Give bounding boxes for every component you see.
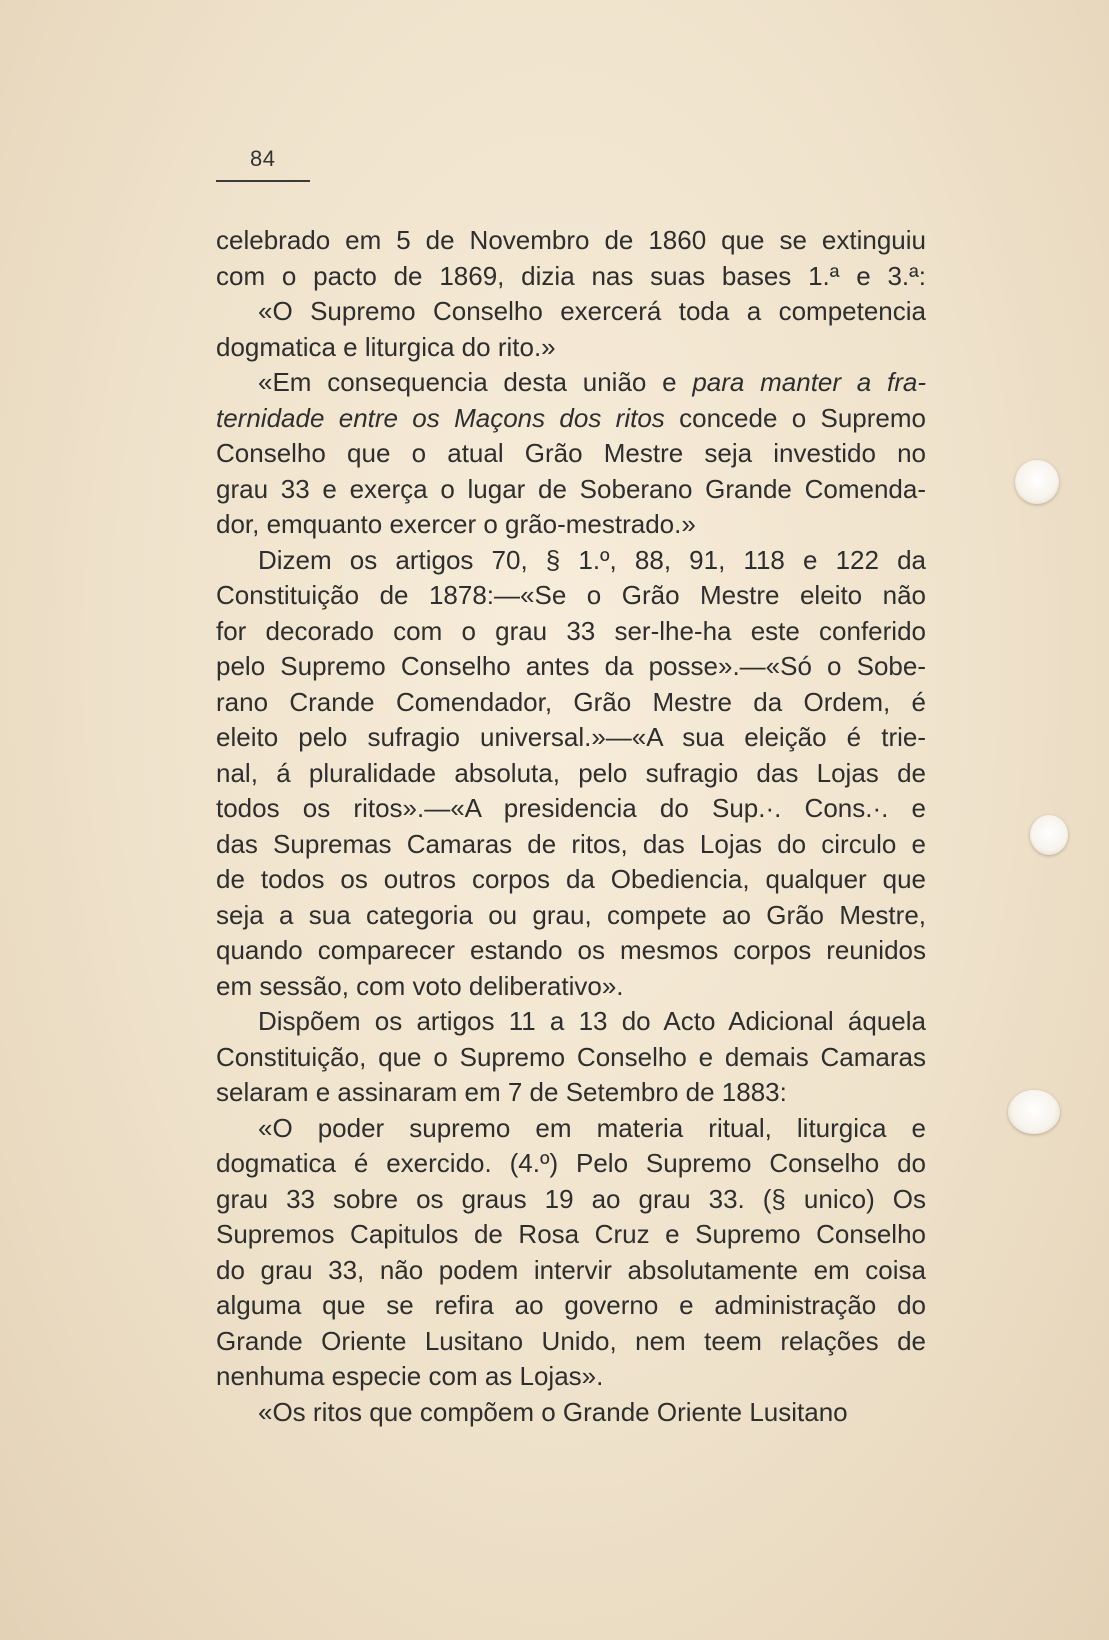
- text-line-mixed: [216, 365, 926, 401]
- text-line: celebrado em 5 de Novembro de 1860 que se extinguiu: [216, 225, 926, 255]
- page-number: 84: [250, 146, 276, 171]
- text-line: selaram e assinaram em 7 de Setembro de 1883:: [216, 1077, 787, 1107]
- roman-text: concede o Supremo: [664, 402, 926, 433]
- text-line: de todos os outros corpos da Obediencia, qualquer que: [216, 864, 926, 894]
- text-line: todos os ritos».—«A presidencia do Sup.·. Cons.·. e: [216, 793, 926, 823]
- text-line: Constituição, que o Supremo Conselho e demais Camaras: [216, 1041, 926, 1072]
- text-line: for decorado com o grau 33 ser-lhe-ha este conferido: [216, 615, 926, 646]
- page-number-rule: [216, 180, 310, 182]
- punch-hole: [1030, 815, 1068, 855]
- text-line: nal, á pluralidade absoluta, pelo sufragio das Lojas de: [216, 757, 926, 788]
- text-line: «Os ritos que compõem o Grande Oriente Lusitano: [258, 1396, 848, 1427]
- text-line: Dispõem os artigos 11 a 13 do Acto Adicional áquela: [258, 1006, 926, 1036]
- text-line: Constituição de 1878:—«Se o Grão Mestre eleito não: [216, 580, 926, 610]
- punch-hole: [1008, 1090, 1060, 1134]
- text-line: dogmatica e liturgica do rito.»: [216, 331, 556, 362]
- text-line: rano Crande Comendador, Grão Mestre da Ordem, é: [216, 686, 926, 717]
- italic-text: ternidade entre os Maçons dos ritos: [216, 402, 665, 433]
- text-line: Dizem os artigos 70, § 1.º, 88, 91, 118 e 122 da: [258, 544, 926, 575]
- text-line: grau 33 sobre os graus 19 ao grau 33. (§ unico) Os: [216, 1183, 926, 1214]
- text-line: alguma que se refira ao governo e administração do: [216, 1290, 926, 1320]
- text-line: pelo Supremo Conselho antes da posse».—«Só o Sobe-: [216, 651, 926, 681]
- body-text: [216, 223, 926, 1430]
- text-line: grau 33 e exerça o lugar de Soberano Grande Comenda-: [216, 473, 926, 504]
- text-line: do grau 33, não podem intervir absolutamente em coisa: [216, 1254, 926, 1285]
- text-line: com o pacto de 1869, dizia nas suas bases 1.ª e 3.ª:: [216, 260, 926, 291]
- text-line: Supremos Capitulos de Rosa Cruz e Supremo Conselho: [216, 1219, 926, 1249]
- text-line: Conselho que o atual Grão Mestre seja investido no: [216, 438, 926, 468]
- text-line: das Supremas Camaras de ritos, das Lojas do circulo e: [216, 828, 926, 859]
- text-line: seja a sua categoria ou grau, compete ao Grão Mestre,: [216, 899, 926, 930]
- text-line: quando comparecer estando os mesmos corpos reunidos: [216, 935, 926, 965]
- roman-text: «Em consequencia desta união e: [258, 367, 693, 397]
- text-line: nenhuma especie com as Lojas».: [216, 1361, 604, 1391]
- text-line: dogmatica é exercido. (4.º) Pelo Supremo Conselho do: [216, 1148, 926, 1178]
- text-line-mixed: [216, 401, 926, 437]
- italic-text: para manter a fra-: [692, 367, 927, 397]
- text-line: Grande Oriente Lusitano Unido, nem teem relações de: [216, 1325, 926, 1356]
- text-line: em sessão, com voto deliberativo».: [216, 970, 624, 1001]
- text-line: «O Supremo Conselho exercerá toda a competencia: [258, 296, 926, 326]
- punch-hole: [1015, 460, 1059, 504]
- text-line: dor, emquanto exercer o grão-mestrado.»: [216, 509, 696, 539]
- text-line: eleito pelo sufragio universal.»—«A sua eleição é trie-: [216, 722, 926, 752]
- text-line: «O poder supremo em materia ritual, liturgica e: [258, 1112, 926, 1143]
